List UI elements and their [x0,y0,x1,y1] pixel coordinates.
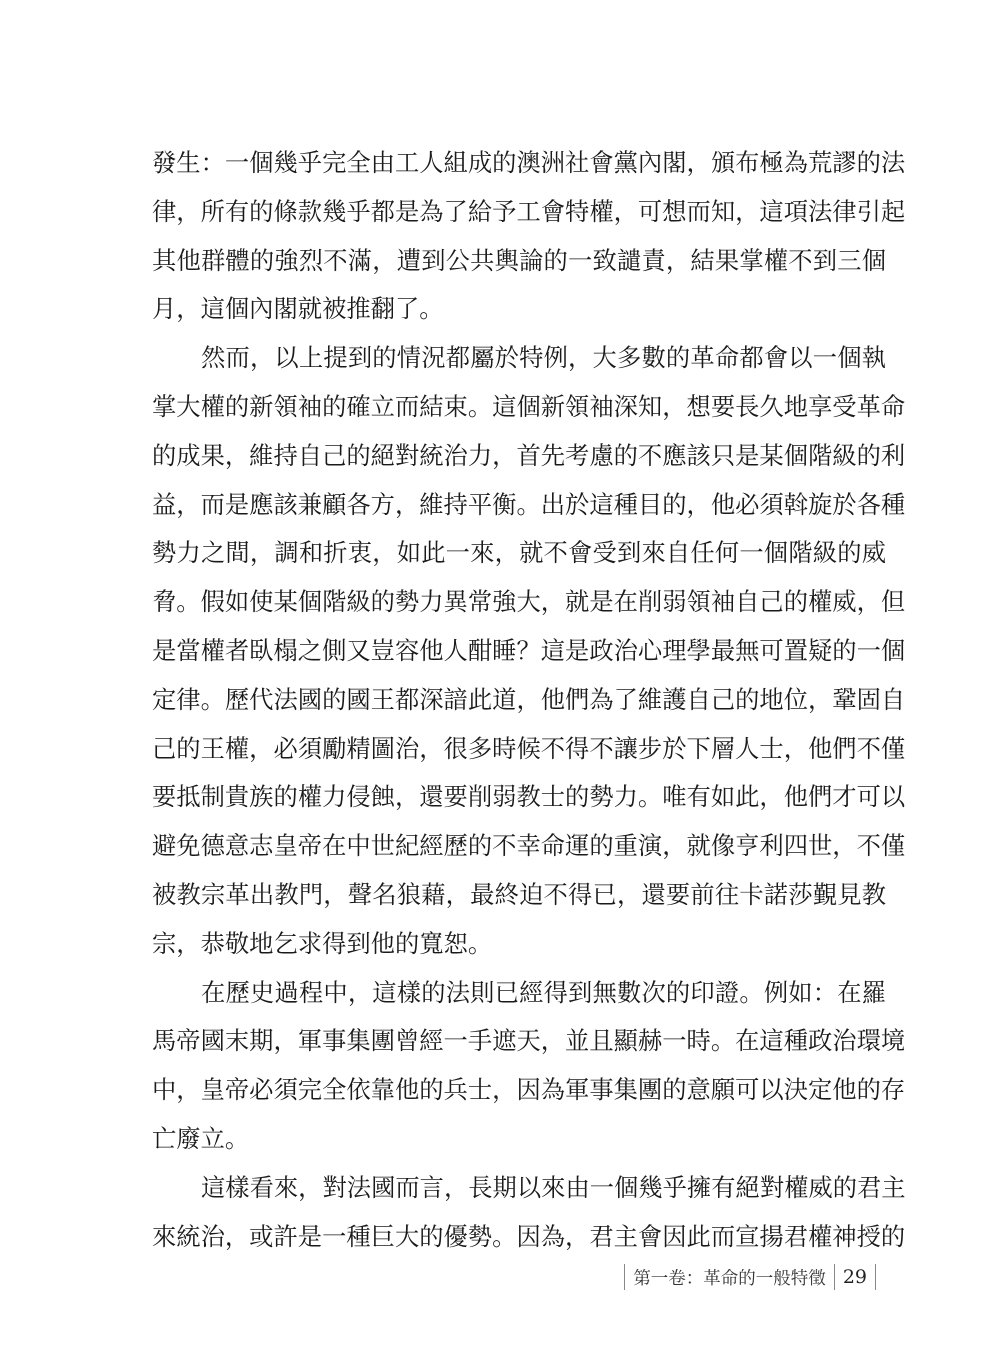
page-number: 29 [842,1266,867,1288]
text-line: 其他群體的強烈不滿，遭到公共輿論的一致譴責，結果掌權不到三個 [152,245,886,275]
text-line: 掌大權的新領袖的確立而結束。這個新領袖深知，想要長久地享受革命 [152,391,906,421]
footer-divider-right [875,1264,876,1290]
paragraph [152,969,906,1164]
text-line: 宗，恭敬地乞求得到他的寬恕。 [152,928,493,958]
text-line: 來統治，或許是一種巨大的優勢。因為，君主會因此而宣揚君權神授的 [152,1221,906,1251]
text-line: 律，所有的條款幾乎都是為了給予工會特權，可想而知，這項法律引起 [152,196,906,226]
body-text [152,139,906,1261]
text-line: 被教宗革出教門，聲名狼藉，最終迫不得已，還要前往卡諾莎覲見教 [152,879,886,909]
text-line: 中，皇帝必須完全依靠他的兵士，因為軍事集團的意願可以決定他的存 [152,1075,906,1105]
footer-divider-middle [834,1264,835,1290]
text-line: 要抵制貴族的權力侵蝕，還要削弱教士的勢力。唯有如此，他們才可以 [152,782,906,812]
text-line: 這樣看來，對法國而言，長期以來由一個幾乎擁有絕對權威的君主 [201,1172,906,1202]
text-line: 馬帝國末期，軍事集團曾經一手遮天，並且顯赫一時。在這種政治環境 [152,1026,906,1056]
text-line: 在歷史過程中，這樣的法則已經得到無數次的印證。例如：在羅 [201,977,886,1007]
text-line: 發生：一個幾乎完全由工人組成的澳洲社會黨內閣，頒布極為荒謬的法 [152,148,906,177]
paragraph [152,334,906,968]
text-line: 脅。假如使某個階級的勢力異常強大，就是在削弱領袖自己的權威，但 [152,587,906,617]
text-line: 勢力之間，調和折衷，如此一來，就不會受到來自任何一個階級的威 [152,538,886,568]
text-line: 月，這個內閣就被推翻了。 [152,294,444,324]
text-line: 是當權者臥榻之側又豈容他人酣睡？這是政治心理學最無可置疑的一個 [152,635,906,665]
text-line: 的成果，維持自己的絕對統治力，首先考慮的不應該只是某個階級的利 [152,440,906,470]
text-line: 定律。歷代法國的國王都深諳此道，他們為了維護自己的地位，鞏固自 [152,684,906,714]
page-footer [616,1262,884,1292]
text-line: 益，而是應該兼顧各方，維持平衡。出於這種目的，他必須斡旋於各種 [152,489,906,519]
footer-divider-left [624,1264,625,1290]
text-line: 然而，以上提到的情況都屬於特例，大多數的革命都會以一個執 [201,343,886,373]
paragraph [152,1164,906,1262]
paragraph [152,139,906,334]
running-title: 第一卷：革命的一般特徵 [633,1268,826,1289]
text-line: 己的王權，必須勵精圖治，很多時候不得不讓步於下層人士，他們不僅 [152,733,906,763]
text-line: 亡廢立。 [152,1123,250,1153]
text-line: 避免德意志皇帝在中世紀經歷的不幸命運的重演，就像亨利四世，不僅 [152,831,906,861]
